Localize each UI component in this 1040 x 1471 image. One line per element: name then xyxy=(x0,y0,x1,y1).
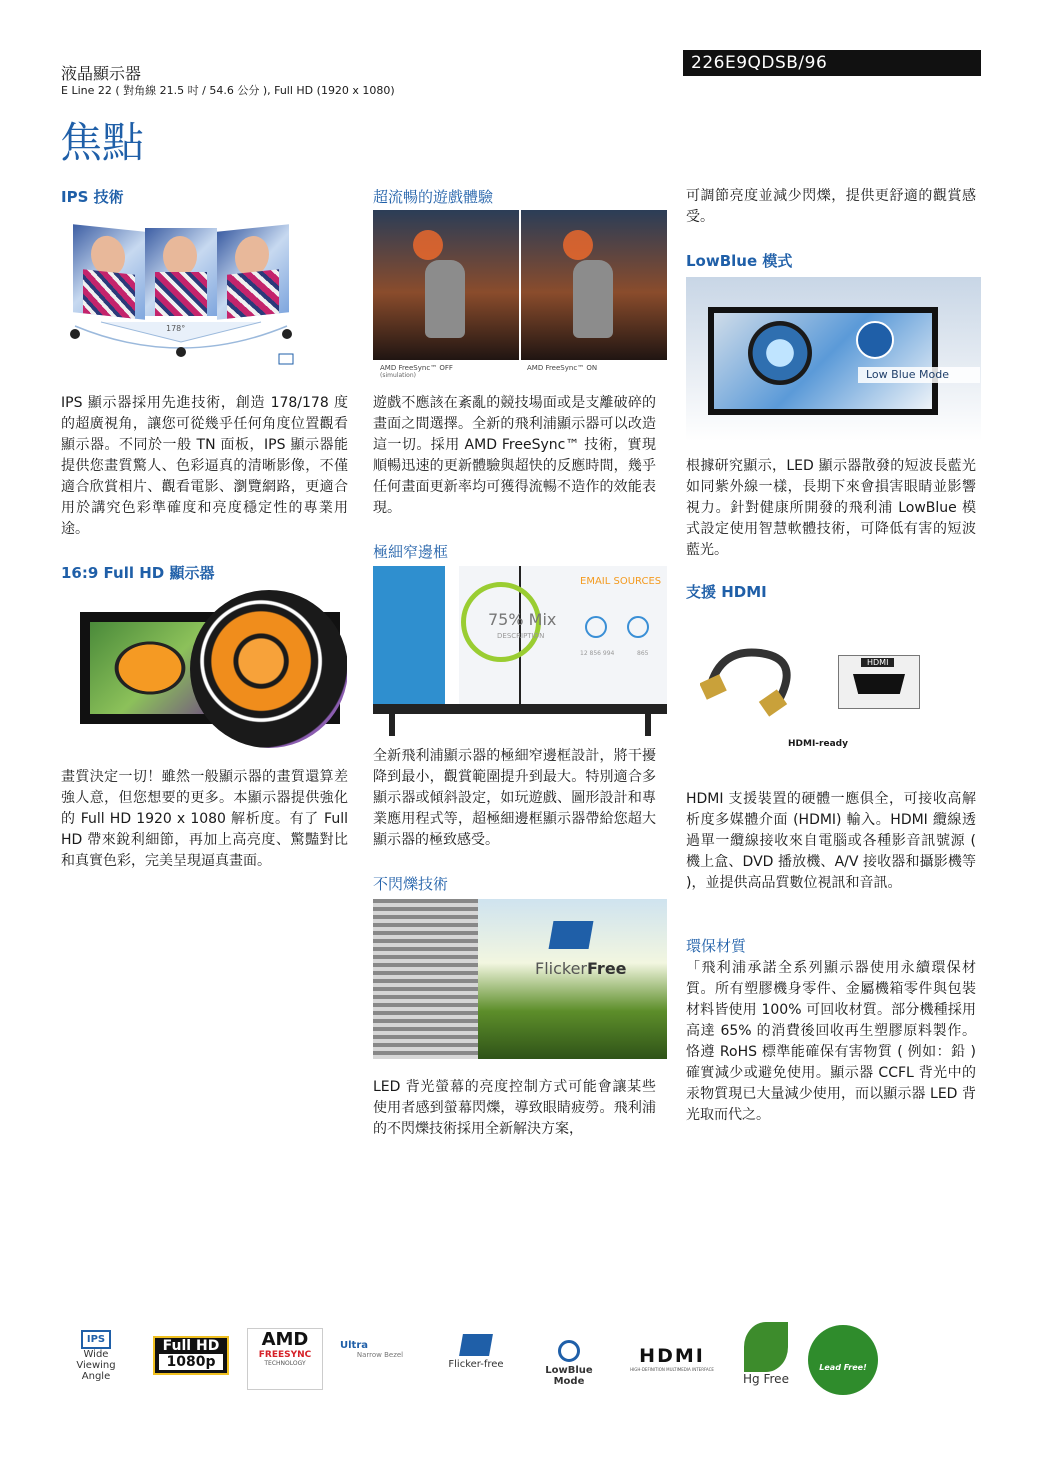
model-number: 226E9QDSB/96 xyxy=(683,50,981,76)
fullhd-logo xyxy=(153,1336,229,1375)
narrow-bezel-image xyxy=(373,566,667,736)
fullhd-logo-bottom: 1080p xyxy=(159,1354,223,1370)
hdmi-port-label: HDMI xyxy=(861,658,894,667)
flicker-logo-word-a: Flicker xyxy=(535,959,588,978)
fullhd-logo-top: Full HD xyxy=(162,1338,220,1354)
hg-free-logo xyxy=(740,1322,792,1386)
flicker-title: 不閃爍技術 xyxy=(373,875,449,893)
bezel-body: 全新飛利浦顯示器的極細窄邊框設計，將干擾降到最小，觀賞範圍提升到最大。特別適合多顯示器或傾斜設定，如玩遊戲、圖形設計和專業應用程式等，超極細邊框顯示器帶給您超大顯示器的極致感受。 xyxy=(373,748,656,848)
product-category: 液晶顯示器 xyxy=(61,64,142,83)
hdmi-body: HDMI 支援裝置的硬體一應俱全，可接收高解析度多媒體介面 (HDMI) 輸入。HDMI 纜線透過單一纜線接收來自電腦或各種影音訊號源 ( 機上盒、DVD 播放機、A/V 接收器和攝影機等 )，並提供高品質數位視訊和音訊。 xyxy=(686,791,976,891)
lowblue-mode-text: LowBlue Mode xyxy=(545,1365,593,1387)
hdmi-logo xyxy=(624,1345,720,1372)
lead-free-logo xyxy=(808,1325,878,1395)
eco-body: 「飛利浦承諾全系列顯示器使用永續環保材質。所有塑膠機身零件、金屬機箱零件與包裝材料皆使用 100% 可回收材質。部分機種採用高達 65% 的消費後回收再生塑膠原料製作。恪遵 RoHS 標準能確保有害物質 ( 例如：鉛 ) 確實減少或避免使用。顯示器 CCFL 背光中的汞物質現已大量減少使用，而以顯示器 LED 背光取而代之。 xyxy=(686,960,976,1123)
ips-body: IPS 顯示器採用先進技術，創造 178/178 度的超廣視角，讓您可從幾乎任何角度位置觀看顯示器。不同於一般 TN 面板，IPS 顯示器能提供您畫質驚人、色彩逼真的清晰影像，不僅適合欣賞相片、觀看電影、瀏覽網路，更適合用於講究色彩準確度和亮度穩定性的專業用途。 xyxy=(61,395,348,537)
leaf-icon xyxy=(744,1322,788,1372)
hdmi-ready-label: HDMI-ready xyxy=(788,739,848,749)
hdmi-cable-image xyxy=(700,638,810,728)
flicker-body: LED 背光螢幕的亮度控制方式可能會讓某些使用者感到螢幕閃爍，導致眼睛疲勞。飛利浦的不閃爍技術採用全新解決方案， xyxy=(373,1079,656,1137)
freesync-off-label: AMD FreeSync™ OFF xyxy=(380,364,453,372)
ips-angle-label: 178° xyxy=(166,324,186,333)
freesync-on-label: AMD FreeSync™ ON xyxy=(527,364,598,372)
lowblue-mode-label: Low Blue Mode xyxy=(866,368,949,381)
flicker-icon xyxy=(459,1334,493,1356)
game-body: 遊戲不應該在紊亂的競技場面或是支離破碎的畫面之間選擇。全新的飛利浦顯示器可以改造這一切。採用 AMD FreeSync™ 技術，實現順暢迅速的更新體驗與超快的反應時間，幾乎任何畫面更新率均可獲得流暢不造作的效能表現。 xyxy=(373,395,656,516)
fullhd-butterfly-image xyxy=(80,590,347,748)
wide-viewing-text: Wide Viewing xyxy=(76,1349,116,1371)
bezel-num1: 12 856 994 xyxy=(580,650,615,657)
hdmi-logo-text: HDMI xyxy=(639,1345,705,1367)
ips-title: IPS 技術 xyxy=(61,188,124,206)
bezel-title: 極細窄邊框 xyxy=(373,543,449,561)
narrow-bezel-text: Narrow Bezel xyxy=(356,1351,404,1359)
bezel-mix-label: 75% Mix xyxy=(488,610,557,629)
bezel-desc-label: DESCRIPTION xyxy=(497,632,545,640)
hdmi-port-image xyxy=(838,655,920,709)
flicker-free-text: Flicker-free xyxy=(448,1359,504,1370)
eco-title: 環保材質 xyxy=(686,937,747,955)
freesync-off-note: (simulation) xyxy=(380,372,416,379)
lowblue-image xyxy=(686,277,981,441)
product-subtitle: E Line 22 ( 對角線 21.5 吋 / 54.6 公分 ), Full HD (1920 x 1080) xyxy=(61,84,395,97)
ultra-text: Ultra xyxy=(340,1340,369,1351)
lead-free-text: Lead Free! xyxy=(819,1363,867,1372)
amd-freesync-logo xyxy=(247,1328,323,1390)
eye-icon xyxy=(558,1340,580,1362)
fullhd-title: 16:9 Full HD 顯示器 xyxy=(61,564,215,582)
wide-viewing-logo xyxy=(64,1330,128,1382)
hg-free-text: Hg Free xyxy=(743,1372,789,1386)
hdmi-logo-sub: HIGH-DEFINITION MULTIMEDIA INTERFACE xyxy=(630,1367,714,1372)
ultra-narrow-logo xyxy=(340,1340,420,1359)
game-title: 超流暢的遊戲體驗 xyxy=(373,188,494,206)
lowblue-logo xyxy=(534,1340,604,1387)
wide-angle-text: Angle xyxy=(81,1371,111,1382)
lowblue-title: LowBlue 模式 xyxy=(686,252,793,270)
hdmi-title: 支援 HDMI xyxy=(686,583,767,601)
amd-text: AMD xyxy=(261,1329,309,1350)
ips-image xyxy=(61,210,301,370)
page-title: 焦點 xyxy=(60,118,145,167)
flicker-free-logo xyxy=(446,1334,506,1370)
lowblue-body: 根據研究顯示，LED 顯示器散發的短波長藍光如同紫外線一樣，長期下來會損害眼睛並影響視力。針對健康所開發的飛利浦 LowBlue 模式設定使用智慧軟體技術，可降低有害的短波藍光。 xyxy=(686,458,976,558)
freesync-game-image xyxy=(373,210,667,360)
flicker-body-continued: 可調節亮度並減少閃爍，提供更舒適的觀賞感受。 xyxy=(686,188,976,225)
flicker-logo-word-b: Free xyxy=(587,959,627,978)
freesync-tech-text: TECHNOLOGY xyxy=(264,1360,306,1367)
ips-icon: IPS xyxy=(81,1330,111,1349)
flicker-free-image xyxy=(373,899,667,1059)
fullhd-body: 畫質決定一切！雖然一般顯示器的畫質還算差強人意，但您想要的更多。本顯示器提供強化的 Full HD 1920 x 1080 解析度。有了 Full HD 帶來銳利細節，再加上高亮度、驚豔對比和真實色彩，完美呈現逼真畫面。 xyxy=(61,769,348,869)
freesync-text: FREESYNC xyxy=(258,1350,312,1360)
bezel-num2: 865 xyxy=(637,650,649,657)
bezel-email-label: EMAIL SOURCES xyxy=(580,576,662,587)
